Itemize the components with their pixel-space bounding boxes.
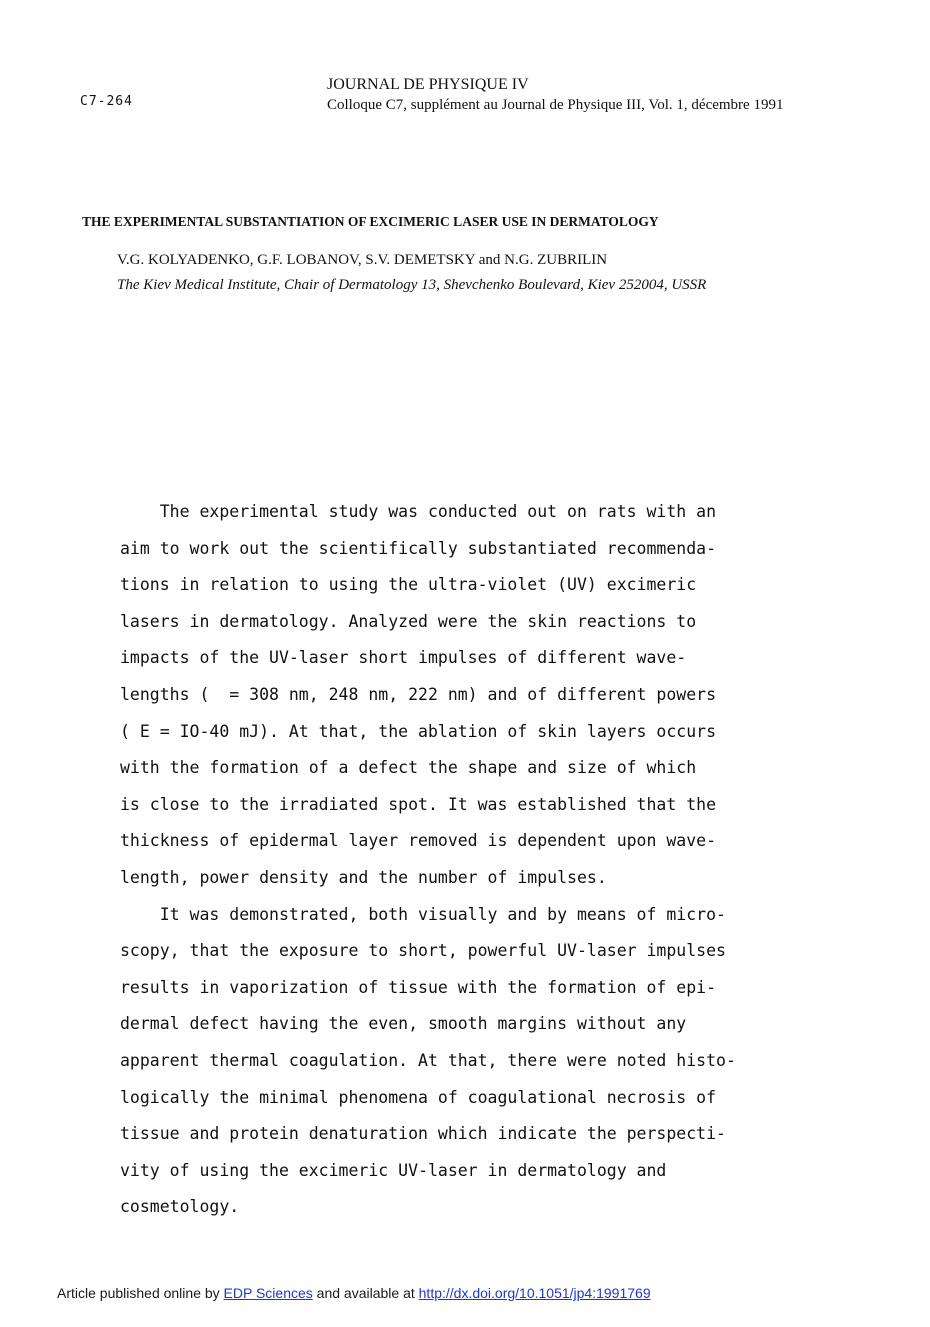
journal-subtitle: Colloque C7, supplément au Journal de Physique III, Vol. 1, décembre 1991 [327, 97, 784, 113]
journal-title: JOURNAL DE PHYSIQUE IV [327, 76, 529, 93]
abstract-line: is close to the irradiated spot. It was established that the [120, 794, 717, 814]
publication-footer [57, 1285, 651, 1301]
abstract-line: It was demonstrated, both visually and by means of micro- [120, 904, 726, 924]
footer-middle: and available at [312, 1285, 419, 1301]
abstract-line: ( E = IO-40 mJ). At that, the ablation of skin layers occurs [120, 721, 717, 741]
abstract-line: lengths ( = 308 nm, 248 nm, 222 nm) and of different powers [120, 684, 717, 704]
abstract-line: tissue and protein denaturation which indicate the perspecti- [120, 1124, 726, 1144]
page-number: C7-264 [80, 94, 133, 109]
abstract-line: vity of using the excimeric UV-laser in dermatology and [120, 1160, 667, 1180]
doi-link[interactable]: http://dx.doi.org/10.1051/jp4:1991769 [418, 1285, 651, 1301]
abstract-line: aim to work out the scientifically substantiated recommenda- [120, 538, 717, 558]
publisher-link[interactable]: EDP Sciences [223, 1285, 313, 1301]
abstract-line: tions in relation to using the ultra-violet (UV) excimeric [120, 575, 697, 595]
abstract-line: scopy, that the exposure to short, powerful UV-laser impulses [120, 941, 726, 961]
abstract-line: The experimental study was conducted out on rats with an [120, 502, 717, 521]
paper-authors: V.G. KOLYADENKO, G.F. LOBANOV, S.V. DEMETSKY and N.G. ZUBRILIN [117, 252, 608, 268]
abstract-line: impacts of the UV-laser short impulses of different wave- [120, 648, 687, 668]
abstract-line: lasers in dermatology. Analyzed were the skin reactions to [120, 611, 697, 631]
paper-title: THE EXPERIMENTAL SUBSTANTIATION OF EXCIMERIC LASER USE IN DERMATOLOGY [82, 214, 659, 229]
abstract-line: thickness of epidermal layer removed is dependent upon wave- [120, 831, 717, 851]
abstract-body [120, 494, 840, 1226]
abstract-line: length, power density and the number of impulses. [120, 867, 607, 887]
abstract-line: with the formation of a defect the shape and size of which [120, 758, 697, 778]
journal-header [327, 75, 783, 115]
abstract-line: apparent thermal coagulation. At that, there were noted histo- [120, 1050, 736, 1070]
paper-affiliation: The Kiev Medical Institute, Chair of Dermatology 13, Shevchenko Boulevard, Kiev 252004, USSR [117, 277, 707, 293]
footer-prefix: Article published online by [57, 1285, 224, 1301]
abstract-line: cosmetology. [120, 1197, 240, 1217]
abstract-line: results in vaporization of tissue with the formation of epi- [120, 977, 717, 997]
abstract-line: dermal defect having the even, smooth margins without any [120, 1014, 687, 1034]
abstract-line: logically the minimal phenomena of coagulational necrosis of [120, 1087, 717, 1107]
